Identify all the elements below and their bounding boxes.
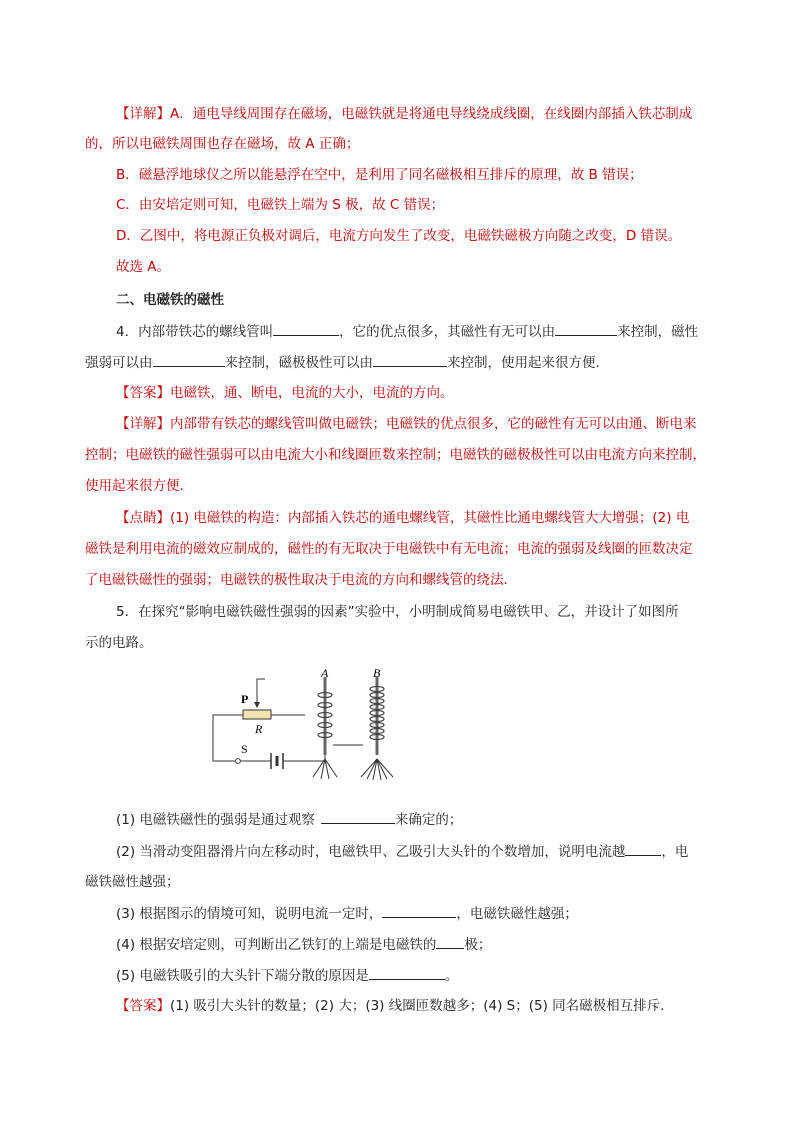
q4-question-line-1: 4．内部带铁芯的螺线管叫 ，它的优点很多，其磁性有无可以由 来控制，磁性 (116, 321, 698, 342)
detail-tag: 【详解】 (116, 106, 170, 122)
answer-tag: 【答案】 (116, 385, 170, 401)
q5-answer: 【答案】(1) 吸引大头针的数量；(2) 大；(3) 线圈匝数越多；(4) S；(5) 同名磁极相互排斥. (116, 998, 665, 1014)
q4-answer: 【答案】电磁铁，通、断电，电流的大小，电流的方向。 (116, 385, 454, 401)
q4-detail-line-2: 控制；电磁铁的磁性强弱可以由电流大小和线圈匝数来控制；电磁铁的磁极极性可以由电流方向来控制， (85, 447, 706, 463)
q3-choice: 故选 A。 (116, 259, 171, 275)
q5-sub-5: (5) 电磁铁吸引的大头针下端分散的原因是 。 (116, 965, 458, 986)
q5-sub-4: (4) 根据安培定则，可判断出乙铁钉的上端是电磁铁的 极； (116, 934, 491, 955)
circuit-figure (205, 665, 415, 785)
q3-option-b: B．磁悬浮地球仪之所以能悬浮在空中，是利用了同名磁极相互排斥的原理，故 B 错误； (116, 167, 643, 183)
q3-detail-line-2: 的，所以电磁铁周围也存在磁场，故 A 正确； (85, 136, 360, 152)
answer-blank (382, 903, 456, 918)
q3-option-c: C．由安培定则可知，电磁铁上端为 S 极，故 C 错误； (116, 197, 445, 213)
q4-detail-line-3: 使用起来很方便． (85, 478, 193, 494)
slider-wire (257, 679, 265, 703)
electromagnet-a (313, 677, 337, 779)
answer-blank (373, 352, 447, 367)
label-a: A (321, 666, 329, 680)
q4-detail-line-1: 【详解】内部带有铁芯的螺线管叫做电磁铁；电磁铁的优点很多，它的磁性有无可以由通、断电来 (116, 416, 697, 432)
answer-blank (321, 809, 395, 824)
switch (236, 759, 241, 764)
answer-blank (625, 841, 661, 856)
answer-tag: 【答案】 (116, 998, 170, 1014)
q5-sub-1: (1) 电磁铁磁性的强弱是通过观察 来确定的； (116, 809, 462, 830)
answer-blank (555, 321, 617, 336)
label-s: S (241, 742, 248, 756)
electromagnet-b (361, 677, 393, 780)
q3-option-d: D．乙图中，将电源正负极对调后，电流方向发生了改变，电磁铁磁极方向随之改变，D 错误。 (116, 228, 682, 244)
q5-sub-3: (3) 根据图示的情境可知，说明电流一定时， ，电磁铁磁性越强； (116, 903, 578, 924)
answer-blank (369, 965, 445, 980)
wire (283, 745, 325, 761)
answer-blank (436, 934, 464, 949)
answer-blank (273, 321, 339, 336)
wire (213, 715, 243, 761)
label-p: P (241, 692, 249, 706)
q4-point-line-1: 【点睛】(1) 电磁铁的构造：内部插入铁芯的通电螺线管，其磁性比通电螺线管大大增强；(2) 电 (116, 510, 690, 526)
rheostat (243, 710, 271, 719)
detail-tag: 【详解】 (116, 416, 170, 432)
label-b: B (373, 666, 381, 680)
label-r: R (255, 722, 263, 736)
section-title: 二、电磁铁的磁性 (116, 292, 224, 308)
q5-sub-2-cont: 磁铁磁性越强； (85, 874, 180, 890)
q5-question-line-2: 示的电路。 (85, 635, 153, 651)
q5-sub-2: (2) 当滑动变阻器滑片向左移动时，电磁铁甲、乙吸引大头针的个数增加，说明电流越 ，电 (116, 841, 688, 862)
q4-point-line-2: 磁铁是利用电流的磁效应制成的，磁性的有无取决于电磁铁中有无电流；电流的强弱及线圈的匝数决定 (85, 541, 693, 557)
q3-detail-line-1: 【详解】A．通电导线周围存在磁场，电磁铁就是将通电导线绕成线圈，在线圈内部插入铁芯制成 (116, 106, 693, 122)
point-tag: 【点睛】 (116, 510, 170, 526)
slider-arrow (254, 702, 260, 708)
q5-question-line-1: 5．在探究“影响电磁铁磁性强弱的因素”实验中，小明制成简易电磁铁甲、乙，并设计了如图所 (116, 604, 679, 620)
q4-question-line-2: 强弱可以由 来控制，磁极极性可以由 来控制，使用起来很方便． (85, 352, 609, 373)
q4-point-line-3: 了电磁铁磁性的强弱；电磁铁的极性取决于电流的方向和螺线管的绕法． (85, 572, 517, 588)
answer-blank (153, 352, 225, 367)
